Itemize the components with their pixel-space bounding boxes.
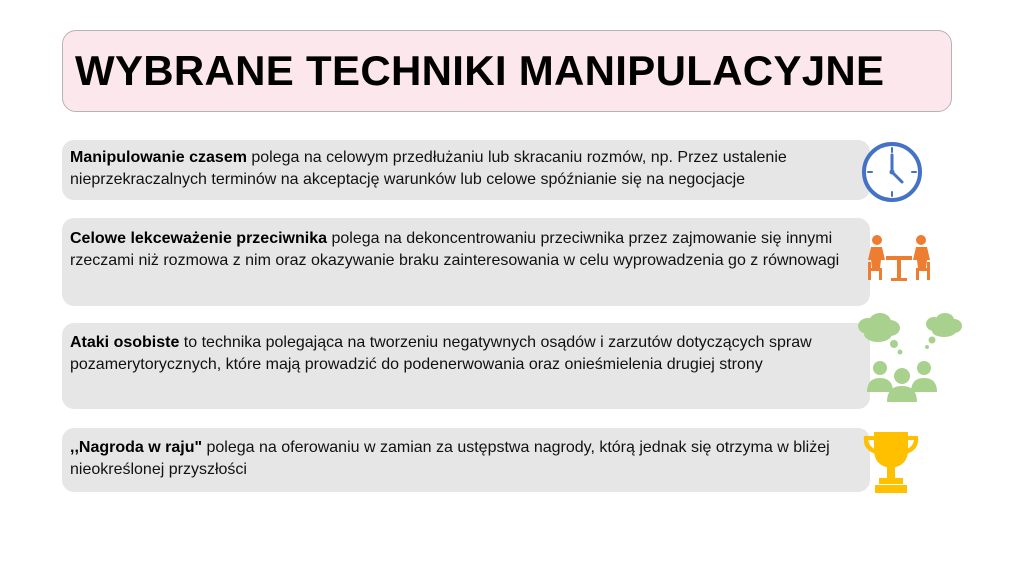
technique-description: polega na celowym przedłużaniu lub skracaniu rozmów, np. Przez ustalenie nieprzekraczalnych terminów na akceptację warunków lub celowe spóźnianie się na negocjacje xyxy=(70,149,787,188)
technique-description: polega na dekoncentrowaniu przeciwnika przez zajmowanie się innymi rzeczami niż rozmowa z nim oraz okazywanie braku zainteresowania w celu wyprowadzenia go z równowagi xyxy=(70,230,840,269)
technique-term: Celowe lekceważenie przeciwnika xyxy=(70,230,328,247)
technique-text xyxy=(70,332,862,376)
technique-text xyxy=(70,228,862,272)
technique-term: ,,Nagroda w raju" xyxy=(70,439,203,456)
technique-card xyxy=(62,140,870,200)
technique-description: to technika polegająca na tworzeniu negatywnych osądów i zarzutów dotyczących spraw pozamerytorycznych, które mają prowadzić do podenerwowania oraz onieśmielenia drugiej strony xyxy=(70,334,812,373)
slide-title: WYBRANE TECHNIKI MANIPULACYJNE xyxy=(75,47,885,94)
title-box xyxy=(62,30,952,112)
thinking-people-icon xyxy=(850,312,970,404)
technique-text xyxy=(70,437,862,481)
technique-card xyxy=(62,218,870,306)
technique-text xyxy=(70,147,862,191)
technique-term: Manipulowanie czasem xyxy=(70,149,247,166)
technique-description: polega na oferowaniu w zamian za ustępstwa nagrody, którą jednak się otrzyma w bliżej nieokreślonej przyszłości xyxy=(70,439,830,478)
meeting-table-icon xyxy=(866,232,932,282)
technique-term: Ataki osobiste xyxy=(70,334,180,351)
technique-card xyxy=(62,323,870,409)
trophy-icon xyxy=(860,430,922,494)
clock-icon xyxy=(860,140,924,204)
technique-card xyxy=(62,428,870,492)
